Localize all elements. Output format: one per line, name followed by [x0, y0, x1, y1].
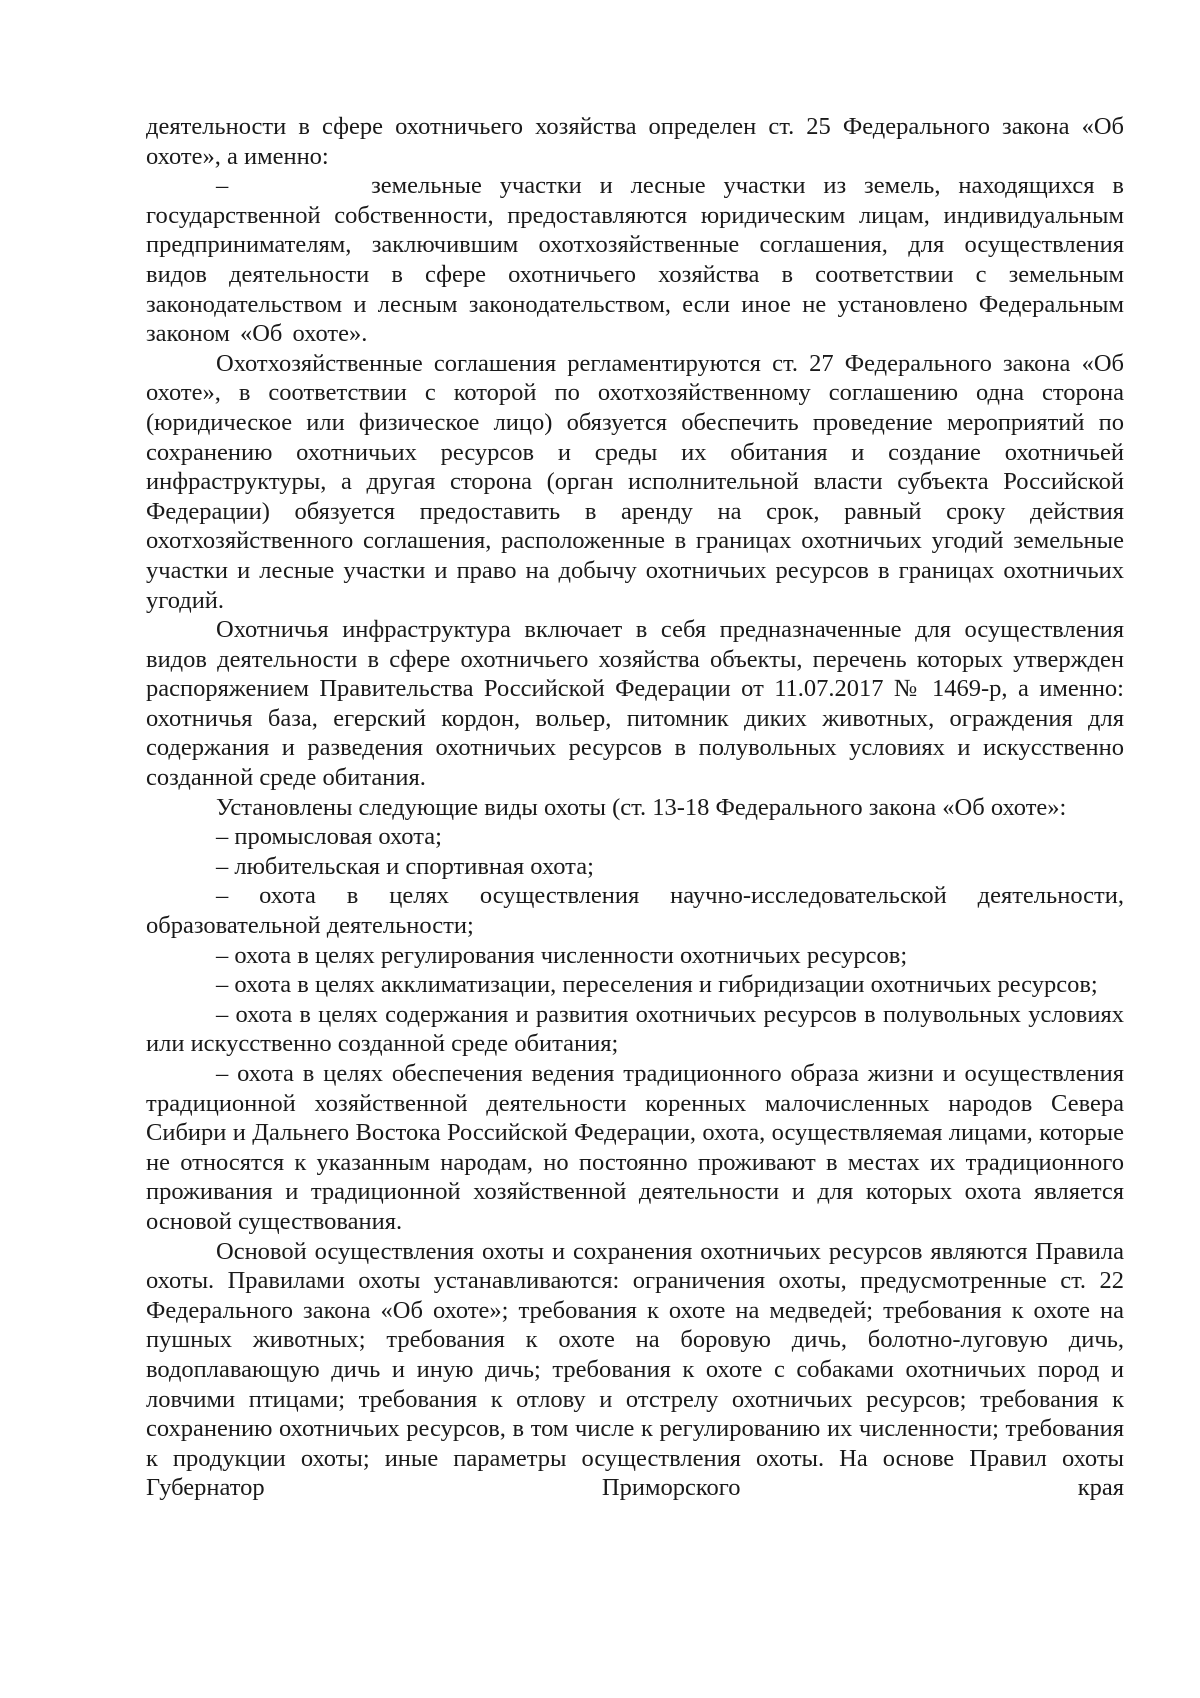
paragraph-hunting-rules: Основой осуществления охоты и сохранения охотничьих ресурсов являются Правила охоты. Правилами охоты устанавливаются: ограничения охоты, предусмотренные ст. 22 Федерального закона «Об охоте»; требования к охоте на медведей; требования к охоте на пушных животных; требования к охоте на боровую дичь, болотно-луговую дичь, водоплавающую дичь и иную дичь; требования к охоте с собаками охотничьих пород и ловчими птицами; требования к отлову и отстрелу охотничьих ресурсов; требования к сохранению охотничьих ресурсов, в том числе к регулированию их численности; требования к продукции охоты; иные параметры осуществления охоты. На основе Правил охоты Губернатор Приморского края [146, 1237, 1124, 1502]
document-page [146, 112, 1124, 1503]
list-item-commercial: – промысловая охота; [216, 823, 442, 851]
list-item-semi-free: – охота в целях содержания и развития охотничьих ресурсов в полувольных условиях или искусственно созданной среде обитания; [146, 1000, 1124, 1058]
paragraph-hunting-types-intro: Установлены следующие виды охоты (ст. 13-18 Федерального закона «Об охоте»: [216, 793, 1067, 821]
paragraph-infrastructure: Охотничья инфраструктура включает в себя предназначенные для осуществления видов деятельности в сфере охотничьего хозяйства объекты, перечень которых утвержден распоряжением Правительства Российской Федерации от 11.07.2017 № 1469-р, а именно: охотничья база, егерский кордон, вольер, питомник диких животных, ограждения для содержания и разведения охотничьих ресурсов в полувольных условиях и искусственно созданной среде обитания. [146, 616, 1124, 792]
list-item-regulation: – охота в целях регулирования численности охотничьих ресурсов; [216, 941, 908, 969]
paragraph-continuation: деятельности в сфере охотничьего хозяйства определен ст. 25 Федерального закона «Об охоте», а именно: [146, 113, 1124, 170]
list-item-amateur-sport: – любительская и спортивная охота; [216, 852, 594, 880]
list-item-acclimatization: – охота в целях акклиматизации, переселения и гибридизации охотничьих ресурсов; [216, 971, 1098, 999]
paragraph-agreements: Охотхозяйственные соглашения регламентируются ст. 27 Федерального закона «Об охоте», в соответствии с которой по охотхозяйственному соглашению одна сторона (юридическое или физическое лицо) обязуется обеспечить проведение мероприятий по сохранению охотничьих ресурсов и среды их обитания и создание охотничьей инфраструктуры, а другая сторона (орган исполнительной власти субъекта Российской Федерации) обязуется предоставить в аренду на срок, равный сроку действия охотхозяйственного соглашения, расположенные в границах охотничьих угодий земельные участки и лесные участки и право на добычу охотничьих ресурсов в границах охотничьих угодий. [146, 349, 1124, 614]
list-item-research: – охота в целях осуществления научно-исследовательской деятельности, образовательной деятельности; [146, 882, 1124, 940]
paragraph-land-plots: – земельные участки и лесные участки из земель, находящихся в государственной собственности, предоставляются юридическим лицам, индивидуальным предпринимателям, заключившим охотхозяйственные соглашения, для осуществления видов деятельности в сфере охотничьего хозяйства в соответствии с земельным законодательством и лесным законодательством, если иное не установлено Федеральным законом «Об охоте». [146, 172, 1124, 348]
list-item-traditional: – охота в целях обеспечения ведения традиционного образа жизни и осуществления традиционной хозяйственной деятельности коренных малочисленных народов Севера Сибири и Дальнего Востока Российской Федерации, охота, осуществляемая лицами, которые не относятся к указанным народам, но постоянно проживают в местах их традиционного проживания и традиционной хозяйственной деятельности и для которых охота является основой существования. [146, 1060, 1124, 1235]
